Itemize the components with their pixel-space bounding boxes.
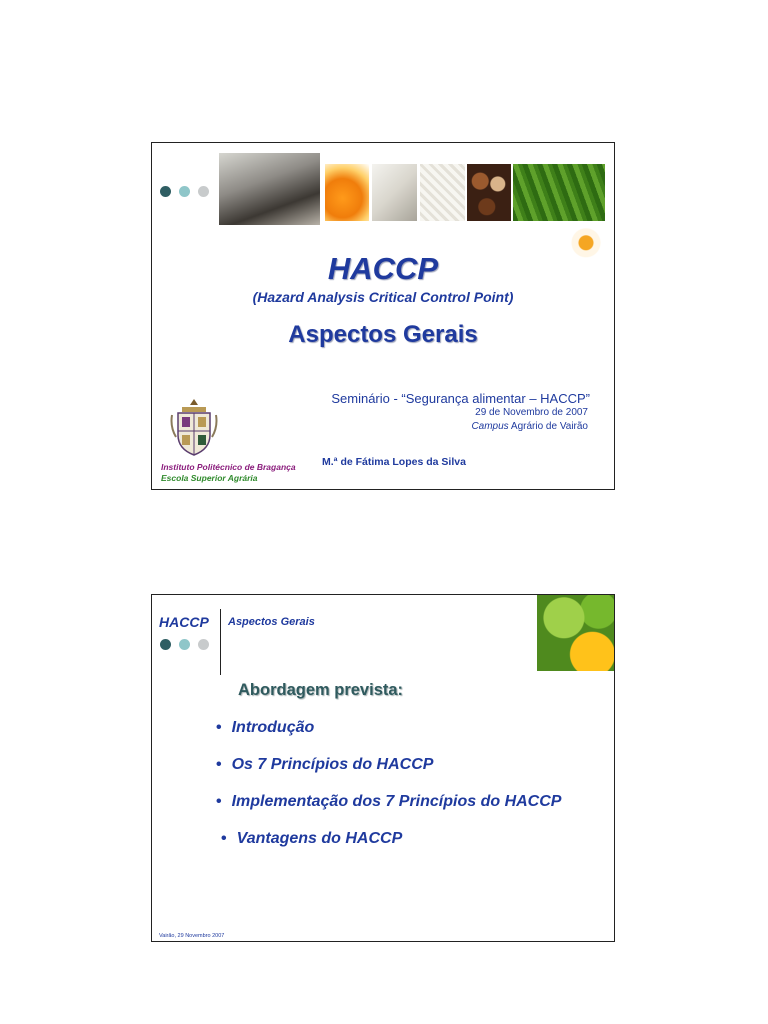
dot-dark-icon	[160, 639, 171, 650]
bullet-icon: •	[216, 793, 222, 810]
school-name: Escola Superior Agrária	[161, 473, 258, 483]
slide-title: HACCP	[327, 251, 439, 286]
institution-crest-icon	[170, 397, 218, 459]
seminar-location	[471, 421, 588, 432]
dot-dark-icon	[160, 186, 171, 197]
salmon-photo	[219, 153, 320, 225]
header-divider	[220, 609, 221, 675]
slide-topic: Aspectos Gerais	[288, 321, 478, 348]
dot-grey-icon	[198, 186, 209, 197]
list-item-text: Vantagens do HACCP	[236, 830, 403, 847]
slide-1	[151, 142, 615, 490]
seminar-title: Seminário - “Segurança alimentar – HACCP”	[331, 391, 590, 406]
decorative-dots	[160, 639, 209, 650]
list-item-text: Implementação dos 7 Princípios do HACCP	[231, 793, 562, 810]
bullet-icon: •	[221, 830, 227, 847]
slide-footer: Vairão, 29 Novembro 2007	[159, 933, 225, 939]
bullet-icon: •	[216, 756, 222, 773]
list-item	[216, 793, 561, 811]
author-name: M.ª de Fátima Lopes da Silva	[322, 456, 466, 468]
list-item-text: Os 7 Princípios do HACCP	[231, 756, 434, 773]
slide-header-title: HACCP	[159, 614, 209, 630]
slide-2	[151, 594, 615, 942]
chocolate-photo	[467, 164, 511, 221]
list-item-text: Introdução	[231, 719, 315, 736]
dot-light-icon	[179, 186, 190, 197]
agenda-heading: Abordagem prevista:	[238, 681, 404, 699]
rice-photo	[420, 164, 465, 221]
list-item	[221, 830, 402, 848]
decorative-dots	[160, 186, 209, 197]
dot-light-icon	[179, 639, 190, 650]
orange-photo	[325, 164, 369, 221]
slide-header-topic: Aspectos Gerais	[228, 616, 315, 628]
institution-name: Instituto Politécnico de Bragança	[161, 462, 296, 472]
slide-subtitle: (Hazard Analysis Critical Control Point)	[252, 289, 514, 305]
bullet-icon: •	[216, 719, 222, 736]
list-item	[216, 756, 433, 774]
apples-photo	[537, 595, 614, 671]
seminar-date: 29 de Novembro de 2007	[475, 407, 588, 418]
list-item	[216, 719, 314, 737]
campus-rest: Agrário de Vairão	[508, 421, 588, 432]
campus-word: Campus	[471, 421, 509, 432]
dot-grey-icon	[198, 639, 209, 650]
flour-photo	[372, 164, 417, 221]
green-beans-photo	[513, 164, 605, 221]
